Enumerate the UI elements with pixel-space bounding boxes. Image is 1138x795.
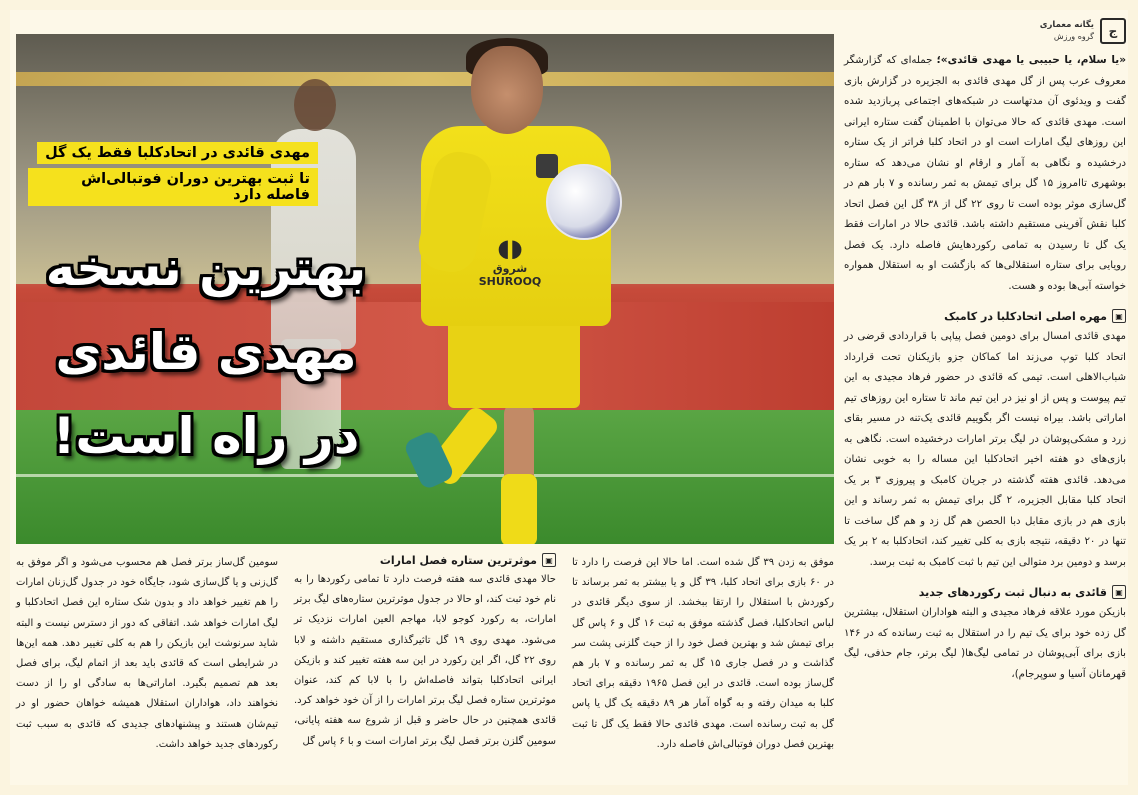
- sponsor-logo-icon: ◖◗: [497, 234, 523, 262]
- byline: [844, 18, 1126, 44]
- player-shorts: [448, 316, 580, 408]
- jersey-sponsor: [474, 234, 546, 294]
- headline-line-2: مهدی قائدی: [55, 323, 357, 381]
- byline-text: [1040, 20, 1094, 42]
- football-icon: [546, 164, 622, 240]
- bullet-icon: ▣: [1112, 309, 1126, 323]
- stadium-lights: [16, 72, 834, 86]
- bottom-column-a: [572, 553, 834, 778]
- bottom-column-c: [16, 553, 278, 778]
- sponsor-text: شروق: [492, 262, 528, 275]
- subhead-main-piece-text: مهره اصلی اتحادکلبا در کامبک: [944, 309, 1107, 323]
- desk-name: گروه ورزش: [1053, 32, 1094, 41]
- subhead-most-effective: [294, 553, 556, 567]
- subhead-new-records-text: قائدی به دنبال ثبت رکوردهای جدید: [918, 585, 1107, 599]
- newspaper-logo-icon: ج: [1100, 18, 1126, 44]
- bullet-icon: ▣: [1112, 585, 1126, 599]
- headline-line-1: بهترین نسخه: [45, 239, 367, 297]
- player-head: [471, 46, 543, 134]
- background-player-head: [294, 79, 336, 131]
- intro-paragraph: [844, 50, 1126, 297]
- bottom-column-b: [294, 553, 556, 778]
- subhead-new-records: [844, 585, 1126, 599]
- headline-line-3: در راه است!: [52, 407, 360, 465]
- kicker: [28, 142, 318, 210]
- intro-text: جمله‌ای که گزارشگر معروف عرب پس از گل مهدی قائدی به الجزیره در گزارش بازی گفت و ویدئوی آن مدتهاست در شبکه‌های اجتماعی پربازدید شده است. مهدی قائدی که حالا می‌توان با اطمینان گفت ستاره ایرانی این روزهای لیگ امارات است او در اتحاد کلبا فراتر از یک ستاره درخشیده و نگاهی به آمار و ارقام او نشان می‌دهد که ستاره بوشهری تاامروز ۱۵ گل برای تیمش به ثمر رسانده و ۷ بار هم در گل‌سازی موثر بوده است تا روی ۲۲ گل از ۳۸ گل این فصل اتحاد کلبا نقش آفرینی مستقیم داشته باشد. قائدی حالا در امارات فقط یک گل تا رسیدن به تمامی رکوردهایش فاصله دارد. یک فصل رویایی برای ستاره استقلالی‌ها که بازگشت او به استقلال همواره خواسته آبی‌ها بوده و هست.: [844, 55, 1127, 292]
- right-article-column: [844, 18, 1126, 778]
- section1-paragraph: مهدی قائدی امسال برای دومین فصل پیاپی با قراردادی قرضی در اتحاد کلبا توپ می‌زند اما کماکان جزو بازیکنان تحت قرارداد شباب‌الاهلی است. تیمی که قائدی در حضور فرهاد مجیدی به این تیم پیوست و پس از او نیز در این تیم ماند تا ستاره این روزهای تیم اماراتی باشد. بیراه نیست اگر بگوییم قائدی یک‌تنه در مسیر بقای زرد و مشکی‌پوشان در لیگ برتر امارات درخشیده است. نگاهی به بازی‌های دو هفته اخیر اتحادکلبا این مساله را به خوبی نشان می‌دهد. قائدی هفته گذشته در جریان کامبک و پیروزی ۳ بر یک اتحاد کلبا مقابل الجزیره، ۲ گل برای تیمش به ثمر رساند و این بازی هم در بازی مقابل دبا الحصن هم گل زد و هم گل ساخت تا تنها در ۲۰ دقیقه، نتیجه بازی به کلی تغییر کند، اتحادکلبا به ۲ بر یک برسد و دومین برد متوالی این تیم با ثبت کامبک به ثبت برسد.: [844, 331, 1127, 568]
- club-badge-icon: [536, 154, 558, 178]
- section2-paragraph: بازیکن مورد علاقه فرهاد مجیدی و البته هواداران استقلال، بیشترین گل زده خود برای یک تیم را در استقلال به ثبت رسانده که در ۱۴۶ بازی برای آبی‌پوشان در تمامی لیگ‌ها( لیگ برتر، جام حذفی، لیگ قهرمانان آسیا و سوپرجام)،: [844, 607, 1126, 680]
- bullet-icon: ▣: [542, 553, 556, 567]
- player-sock: [501, 474, 537, 544]
- headline: [16, 226, 396, 478]
- kicker-line-1: مهدی قائدی در اتحادکلبا فقط یک گل: [37, 142, 318, 164]
- intro-quote: «یا سلام، یا حبیبی یا مهدی قائدی»؛: [936, 54, 1126, 66]
- kicker-line-2: تا ثبت بهترین دوران فوتبالی‌اش فاصله دارد: [28, 168, 318, 206]
- column-b-paragraph: حالا مهدی قائدی سه هفته فرصت دارد تا تمامی رکوردها را به نام خود ثبت کند، او حالا در جدول موثرترین ستاره‌های لیگ برتر امارات، به رکورد کوجو لابا، مهاجم العین امارات نزدیک تر می‌شود. مهدی روی ۱۹ گل تاثیرگذاری مستقیم داشته و لابا روی ۲۲ گل، اگر این رکورد در این سه هفته تغییر کند و بازیکن ایرانی اتحادکلبا بتواند فاصله‌اش را با لابا کم کند، عنوان موثرترین ستاره فصل لیگ برتر امارات را از آن خود خواهد کرد. قائدی همچنین در حال حاضر و قبل از شروع سه هفته پایانی، سومین گلزن برتر فصل لیگ برتر امارات است و با ۶ پاس گل: [294, 574, 556, 747]
- column-c-paragraph: سومین گل‌ساز برتر فصل هم محسوب می‌شود و اگر موفق به گل‌زنی و یا گل‌سازی شود، جایگاه خود در جدول گل‌زنان امارات را هم تغییر خواهد داد و بدون شک ستاره این فصل اتحادکلبا و لیگ امارات خواهد شد. اتفاقی که دور از دسترس نیست و البته شاید سرنوشت این بازیکن را هم به کلی تغییر دهد. همه این‌ها در شرایطی است که قائدی باید بعد از اتمام لیگ، برای فصل بعد هم تصمیم بگیرد. اماراتی‌ها به سادگی او را از دست نخواهند داد، هواداران استقلال همیشه خواهان حضور او در تیم‌شان هستند و پیشنهادهای جدیدی که قائدی به سبب ثبت رکوردهای جدید خواهد داشت.: [16, 557, 278, 750]
- subhead-main-piece: [844, 309, 1126, 323]
- subhead-most-effective-text: موثرترین ستاره فصل امارات: [379, 553, 537, 567]
- sponsor-text-en: SHUROOQ: [478, 275, 542, 288]
- author-name: یگانه معماری: [1039, 20, 1094, 30]
- column-a-paragraph: موفق به زدن ۳۹ گل شده است. اما حالا این فرصت را دارد تا در ۶۰ بازی برای اتحاد کلبا، ۳۹ گل و یا بیشتر به ثمر برساند تا رکوردش با استقلال را ارتقا ببخشد. از سوی دیگر قائدی در لباس اتحادکلبا، فصل گذشته موفق به ثبت ۱۶ گل و ۶ پاس گل برای تیمش شد و بهترین فصل خود را از حیث گلزنی پشت سر گذاشت و در فصل جاری ۱۵ گل به ثمر رسانده و ۷ بار هم گل‌ساز بوده است. قائدی در این فصل ۱۹۶۵ دقیقه برای اتحاد کلبا به میدان رفته و به گواه آمار هر ۸۹ دقیقه یک گل یا پاس گل به ثبت رسانده است. مهدی قائدی حالا فقط یک گل تا ثبت بهترین فصل دوران فوتبالی‌اش فاصله دارد.: [572, 557, 835, 750]
